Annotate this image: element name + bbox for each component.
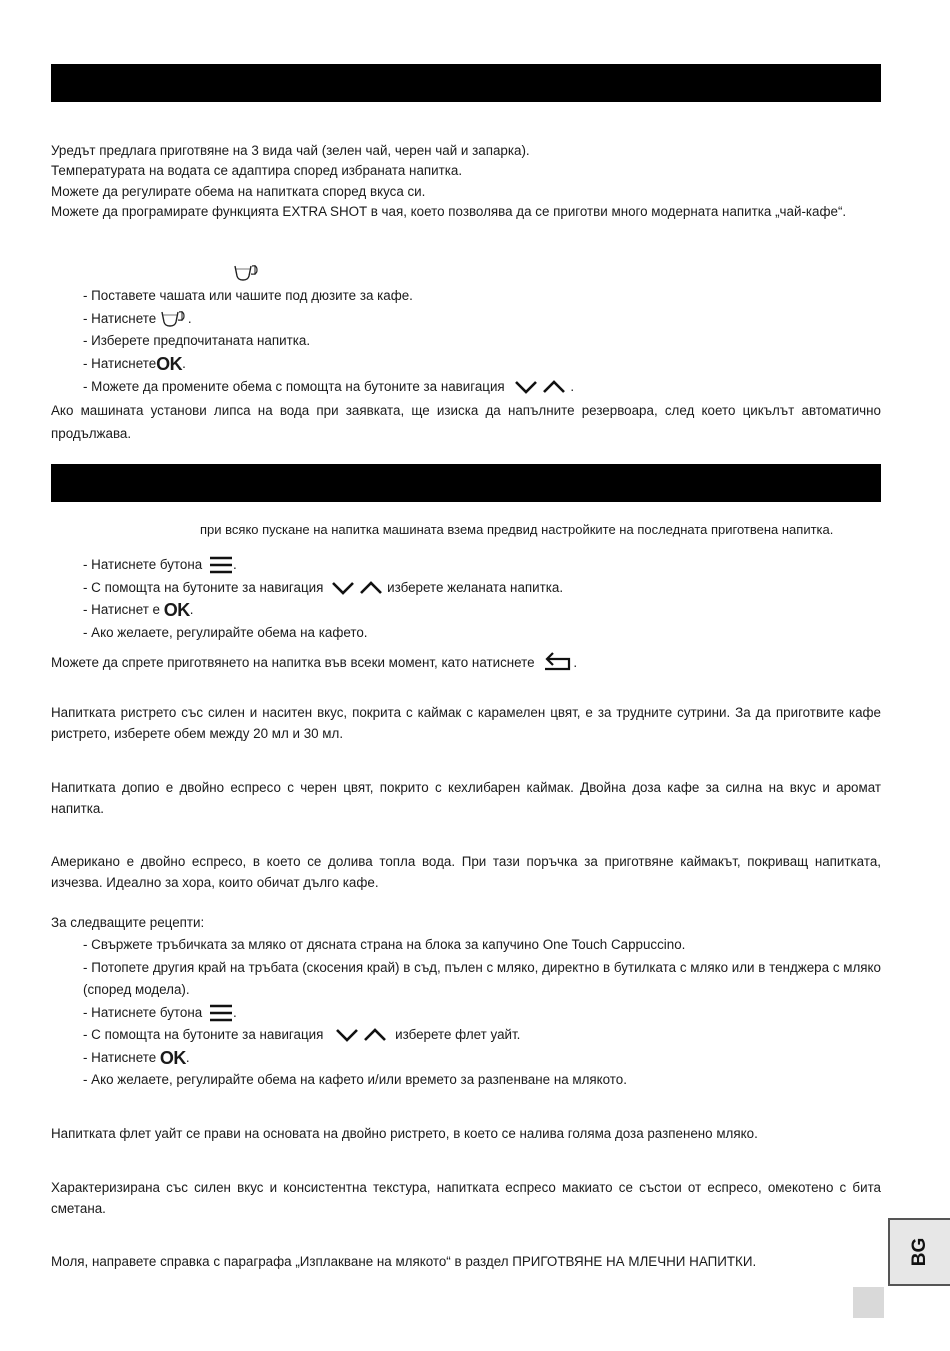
recipe-step-navigate — [83, 1025, 520, 1050]
ristretto-description: Напитката ристрето със силен и наситен вкус, покрита с каймак с карамелен цвят, е за трудните сутрини. За да приготвите кафе ристрето, изберете обем между 20 мл и 30 мл. — [51, 705, 881, 741]
ok-icon: OK — [156, 354, 183, 374]
period: . — [189, 602, 194, 617]
recipes-intro: За следващите рецепти: — [51, 915, 205, 930]
menu-icon — [209, 556, 233, 580]
chevron-down-up-icon — [333, 1026, 391, 1050]
drink-step-navigate-text: - С помощта на бутоните за навигация — [83, 580, 324, 595]
drink-step-ok-text: - Натиснет е — [83, 602, 161, 617]
language-tab-label: BG — [909, 1237, 930, 1267]
tea-step-press-text: - Натиснете — [83, 311, 160, 326]
intro-line-2: Температурата на водата се адаптира според избраната напитка. — [51, 163, 463, 178]
intro-line-4: Можете да програмирате функцията EXTRA SHOT в чая, което позволява да се приготви много модерната напитка „чай-кафе“. — [51, 204, 847, 219]
intro-line-1: Уредът предлага приготвяне на 3 вида чай (зелен чай, черен чай и запарка). — [51, 143, 530, 158]
recipe-step-menu-text: - Натиснете бутона — [83, 1005, 203, 1020]
chevron-down-up-icon — [329, 579, 387, 603]
recipe-step-navigate-suffix: изберете флет уайт. — [395, 1027, 521, 1042]
tea-step-ok — [83, 354, 186, 374]
tea-step-select: - Изберете предпочитаната напитка. — [83, 333, 311, 348]
drink-step-menu — [83, 555, 237, 580]
macchiato-description: Характеризирана със силен вкус и консистентна текстура, напитката еспресо макиато се състои от еспресо, омекотено с бита сметана. — [51, 1180, 881, 1216]
drink-step-ok — [83, 600, 193, 620]
period: . — [232, 1005, 237, 1020]
americano-description: Американо е двойно еспресо, в което се долива топла вода. При тази поръчка за приготвяне каймакът, покриващ напитката, изчезва. Идеално за хора, които обичат дълго кафе. — [51, 854, 881, 890]
recipe-step-navigate-text: - С помощта на бутоните за навигация — [83, 1027, 324, 1042]
period: . — [182, 356, 186, 371]
drink-step-navigate-suffix: изберете желаната напитка. — [387, 580, 564, 595]
tea-water-note: Ако машината установи липса на вода при заявката, ще изиска да напълните резервоара, след което цикълът автоматично продължава. — [51, 403, 881, 441]
language-tab — [888, 1218, 950, 1286]
recipe-step-connect-tube: - Свържете тръбичката за мляко от дясната страна на блока за капучино One Touch Cappuccino. — [83, 937, 686, 952]
back-arrow-icon — [541, 650, 573, 678]
drink-stop-text: Можете да спрете приготвянето на напитка във всеки момент, като натиснете — [51, 655, 535, 670]
tea-cup-icon — [233, 264, 261, 285]
doppio-description: Напитката допио е двойно еспресо с черен цвят, покрито с кехлибарен каймак. Двойна доза кафе за силна на вкус и аромат напитка. — [51, 780, 881, 816]
tea-step-volume-text: - Можете да промените обема с помощта на бутоните за навигация — [83, 379, 505, 394]
ok-icon: OK — [163, 600, 190, 620]
recipe-step-volume-froth: - Ако желаете, регулирайте обема на кафето и/или времето за разпенване на млякото. — [83, 1072, 627, 1087]
rinse-note: Моля, направете справка с параграфа „Изплакване на млякото“ в раздел ПРИГОТВЯНЕ НА МЛЕЧНИ НАПИТКИ. — [51, 1254, 757, 1269]
recipe-step-immerse-tube: - Потопете другия край на тръбата (скосения край) в съд, пълен с мляко, директно в бутилката с мляко или в тенджера с мляко (според модела). — [83, 960, 881, 997]
period: . — [573, 655, 578, 670]
section-header-bar-drinks — [51, 464, 881, 502]
flat-white-description: Напитката флет уайт се прави на основата на двойно ристрето, в което се налива голяма доза разпенено мляко. — [51, 1126, 758, 1141]
recipe-step-ok — [83, 1048, 190, 1068]
drink-step-menu-text: - Натиснете бутона — [83, 557, 203, 572]
intro-line-3: Можете да регулирате обема на напитката според вкуса си. — [51, 184, 426, 199]
tea-step-ok-text: - Натиснете — [83, 356, 157, 371]
period: . — [570, 379, 575, 394]
drink-stop-note — [51, 650, 577, 678]
period: . — [185, 1050, 190, 1065]
drink-step-volume: - Ако желаете, регулирайте обема на кафето. — [83, 625, 368, 640]
tea-step-place-cup: - Поставете чашата или чашите под дюзите за кафе. — [83, 288, 413, 303]
ok-icon: OK — [159, 1048, 186, 1068]
section-header-bar-tea — [51, 64, 881, 102]
period: . — [232, 557, 237, 572]
period: . — [187, 311, 192, 326]
drink-section-intro: при всяко пускане на напитка машината взема предвид настройките на последната приготвена напитка. — [200, 522, 834, 537]
recipe-step-ok-text: - Натиснете — [83, 1050, 157, 1065]
page-number-box — [853, 1287, 884, 1318]
